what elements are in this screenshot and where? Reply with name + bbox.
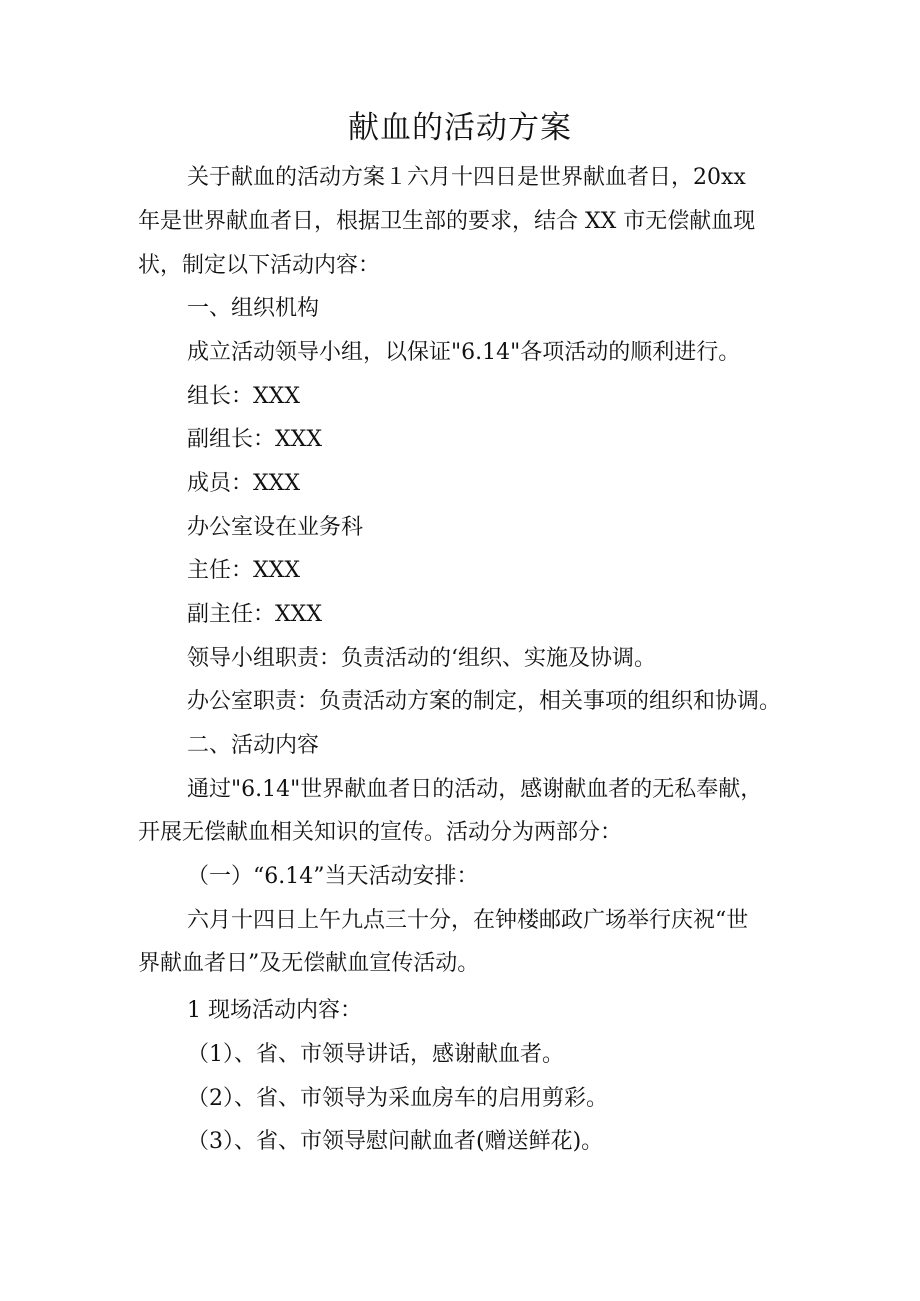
paragraph-line: 关于献血的活动方案１六月十四日是世界献血者日，20xx [187,165,746,190]
section-heading: 一、组织机构 [187,296,320,321]
paragraph-line: 界献血者日”及无偿献血宣传活动。 [138,951,480,976]
document-title: 献血的活动方案 [348,110,572,146]
paragraph-line: 主任：XXX [187,558,300,583]
paragraph-line: 开展无偿献血相关知识的宣传。活动分为两部分： [138,820,623,845]
paragraph-line: 1 现场活动内容： [187,998,362,1023]
paragraph-line: 成员：XXX [187,471,300,496]
list-item: （1）、省、市领导讲话，感谢献血者。 [187,1042,564,1067]
paragraph-line: 办公室设在业务科 [187,515,364,540]
subsection-heading: （一）“6.14”当天活动安排： [187,864,479,889]
paragraph-line: 年是世界献血者日，根据卫生部的要求，结合 XX 市无偿献血现 [138,209,756,234]
paragraph-line: 组长：XXX [187,384,300,409]
list-item: （2）、省、市领导为采血房车的启用剪彩。 [187,1086,608,1111]
paragraph-line: 六月十四日上午九点三十分，在钟楼邮政广场举行庆祝“世 [187,908,749,933]
list-item: （3）、省、市领导慰问献血者(赠送鲜花)。 [187,1129,604,1154]
paragraph-line: 状，制定以下活动内容： [138,253,381,278]
paragraph-line: 副组长：XXX [187,427,322,452]
paragraph-line: 通过"6.14"世界献血者日的活动，感谢献血者的无私奉献， [187,777,763,802]
paragraph-line: 副主任：XXX [187,602,322,627]
section-heading: 二、活动内容 [187,733,320,758]
paragraph-line: 办公室职责：负责活动方案的制定，相关事项的组织和协调。 [187,689,782,714]
paragraph-line: 成立活动领导小组，以保证"6.14"各项活动的顺利进行。 [187,340,741,365]
paragraph-line: 领导小组职责：负责活动的‘组织、实施及协调。 [187,646,656,671]
